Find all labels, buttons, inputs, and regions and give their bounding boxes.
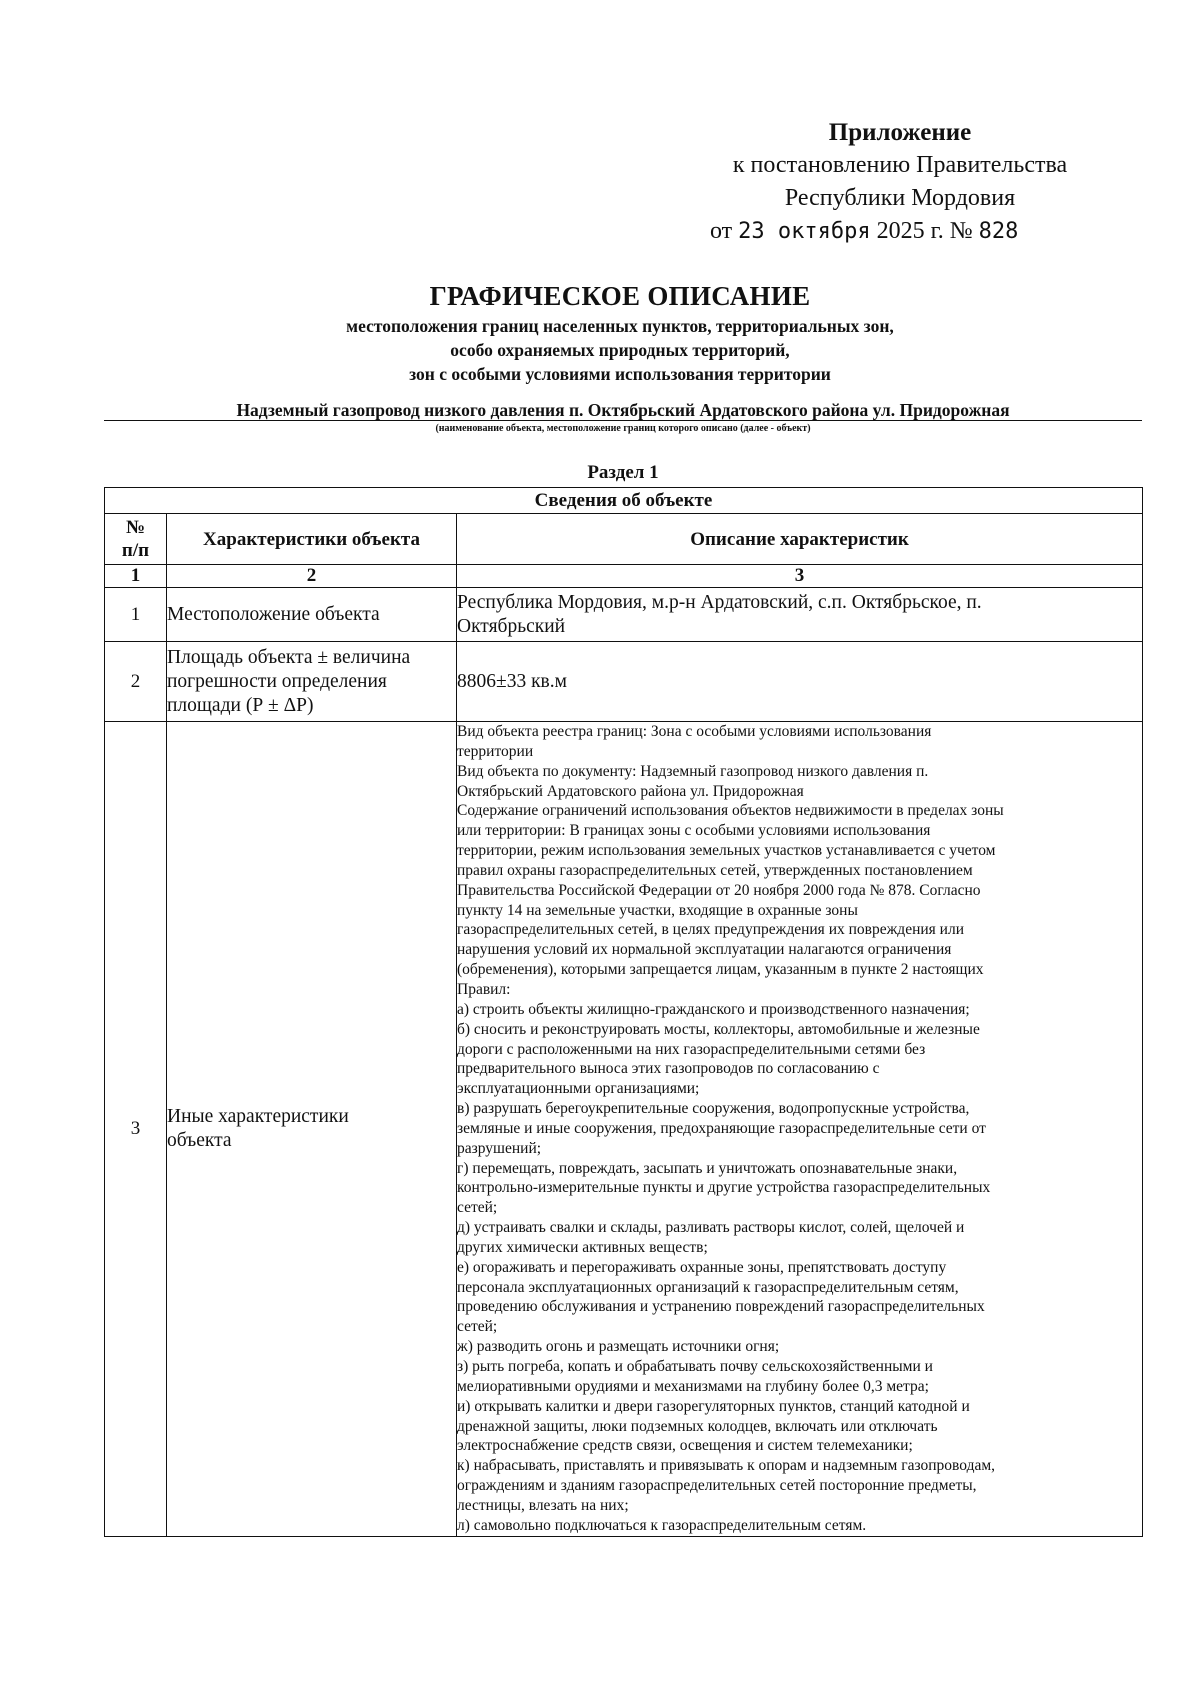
row-description [457,588,1143,642]
row-number: 1 [105,588,167,642]
year-text: 2025 г. № [876,218,973,244]
row-characteristic [167,642,457,722]
row-description [457,722,1143,1537]
description-line: предварительного выноса этих газопроводов по согласованию с [457,1060,880,1078]
object-caption: (наименование объекта, местоположение границ которого описано (далее - объект) [435,423,811,434]
description-line: нарушения условий их нормальной эксплуатации налагаются ограничения [457,941,952,959]
appendix-block [680,116,1120,248]
appendix-heading: Приложение [828,119,972,146]
header-number-line-2: п/п [121,540,150,561]
description-line: ж) разводить огонь и размещать источники огня; [457,1338,780,1356]
description-line: Республика Мордовия, м.р-н Ардатовский, с.п. Октябрьское, п. [457,591,982,613]
description-line: Вид объекта по документу: Надземный газопровод низкого давления п. [457,762,929,780]
description-line: проведению обслуживания и устранению повреждений газораспределительных [457,1298,985,1316]
description-line: газораспределительных сетей, в целях предупреждения их повреждения или [457,921,964,939]
table-row [105,722,1143,1537]
section-title: Раздел 1 [587,462,659,483]
description-line: территории [457,742,534,760]
object-info-table [104,487,1143,1537]
characteristic-line: площади (Р ± ΔР) [167,694,314,716]
subtitle-line-1: местоположения границ населенных пунктов, территориальных зон, [346,316,894,336]
characteristic-line: погрешности определения [167,670,387,692]
description-line: (обременения), которыми запрещается лицам, указанным в пункте 2 настоящих [457,961,984,979]
description-line: Октябрьский Ардатовского района ул. Придорожная [457,782,804,800]
description-line: б) сносить и реконструировать мосты, коллекторы, автомобильные и железные [457,1020,980,1038]
table-caption-row [105,488,1143,514]
column-number: 3 [457,565,1143,588]
description-line: з) рыть погреба, копать и обрабатывать почву сельскохозяйственными и [457,1358,933,1375]
description-line: мелиоративными орудиями и механизмами на глубину более 0,3 метра; [457,1377,929,1395]
description-line: электроснабжение средств связи, освещения и систем телемеханики; [457,1437,913,1455]
column-number: 1 [105,565,167,588]
object-name: Надземный газопровод низкого давления п. Октябрьский Ардатовского района ул. Придорожная [104,400,1142,421]
description-line: земляные и иные сооружения, предохраняющие газораспределительные сети от [457,1119,986,1137]
description-line: а) строить объекты жилищно-гражданского и производственного назначения; [457,1000,970,1018]
description-line: л) самовольно подключаться к газораспределительным сетям. [457,1516,867,1534]
description-line: Правительства Российской Федерации от 20 ноября 2000 года № 878. Согласно [457,881,981,899]
header-description: Описание характеристик [457,514,1143,565]
row-characteristic: Местоположение объекта [167,588,457,642]
appendix-date-line [680,215,1120,248]
description-line: дороги с расположенными на них газораспределительными сетями без [457,1040,926,1058]
description-line: е) огораживать и перегораживать охранные зоны, препятствовать доступу [457,1258,947,1276]
description-line: сетей; [457,1318,498,1336]
handwritten-date: 23 октября [738,219,871,244]
description-line: других химически активных веществ; [457,1238,708,1256]
handwritten-number: 828 [978,219,1019,244]
description-line: или территории: В границах зоны с особыми условиями использования [457,822,931,840]
description-line: контрольно-измерительные пункты и другие устройства газораспределительных [457,1179,991,1197]
subtitle-line-3: зон с особыми условиями использования территории [409,364,831,384]
header-number-line-1: № [125,517,146,538]
description-line: ограждениям и зданиям газораспределительных сетей посторонние предметы, [457,1477,977,1495]
header-number [105,514,167,565]
description-line: дренажной защиты, люки подземных колодцев, включать или отключать [457,1417,938,1435]
description-line: эксплуатационными организациями; [457,1080,700,1098]
description-line: сетей; [457,1199,498,1217]
description-line: Октябрьский [457,615,566,637]
title-block [100,278,1140,386]
row-characteristic [167,722,457,1537]
description-line: г) перемещать, повреждать, засыпать и уничтожать опознавательные знаки, [457,1159,958,1177]
subtitle-line-2: особо охраняемых природных территорий, [450,340,790,360]
description-line: к) набрасывать, приставлять и привязывать к опорам и надземным газопроводам, [457,1457,996,1475]
description-line: д) устраивать свалки и склады, разливать растворы кислот, солей, щелочей и [457,1219,965,1237]
table-row [105,642,1143,722]
row-description: 8806±33 кв.м [457,642,1143,722]
description-line: Вид объекта реестра границ: Зона с особыми условиями использования [457,723,932,740]
table-caption: Сведения об объекте [105,488,1143,514]
main-title: ГРАФИЧЕСКОЕ ОПИСАНИЕ [429,281,811,311]
column-number-row [105,565,1143,588]
description-line: Содержание ограничений использования объектов недвижимости в пределах зоны [457,802,1004,820]
description-line: персонала эксплуатационных организаций к газораспределительным сетям, [457,1278,959,1296]
column-number: 2 [167,565,457,588]
description-line: лестницы, влезать на них; [457,1496,629,1514]
description-line: и) открывать калитки и двери газорегуляторных пунктов, станций катодной и [457,1397,970,1415]
header-characteristics: Характеристики объекта [167,514,457,565]
table-row [105,588,1143,642]
description-line: правил охраны газораспределительных сетей, утвержденных постановлением [457,861,973,879]
description-line: территории, режим использования земельных участков устанавливается с учетом [457,842,996,860]
row-number: 3 [105,722,167,1537]
from-label: от [710,218,733,244]
appendix-line-2: Республики Мордовия [784,185,1016,211]
row-number: 2 [105,642,167,722]
characteristic-line: объекта [167,1129,232,1151]
description-line: пункту 14 на земельные участки, входящие в охранные зоны [457,901,858,919]
appendix-line-1: к постановлению Правительства [732,152,1068,178]
characteristic-line: Иные характеристики [167,1105,349,1127]
table-header-row [105,514,1143,565]
description-line: Правил: [457,980,511,998]
description-line: в) разрушать берегоукрепительные сооружения, водопропускные устройства, [457,1100,970,1118]
characteristic-line: Площадь объекта ± величина [167,646,411,668]
description-line: разрушений; [457,1139,542,1157]
